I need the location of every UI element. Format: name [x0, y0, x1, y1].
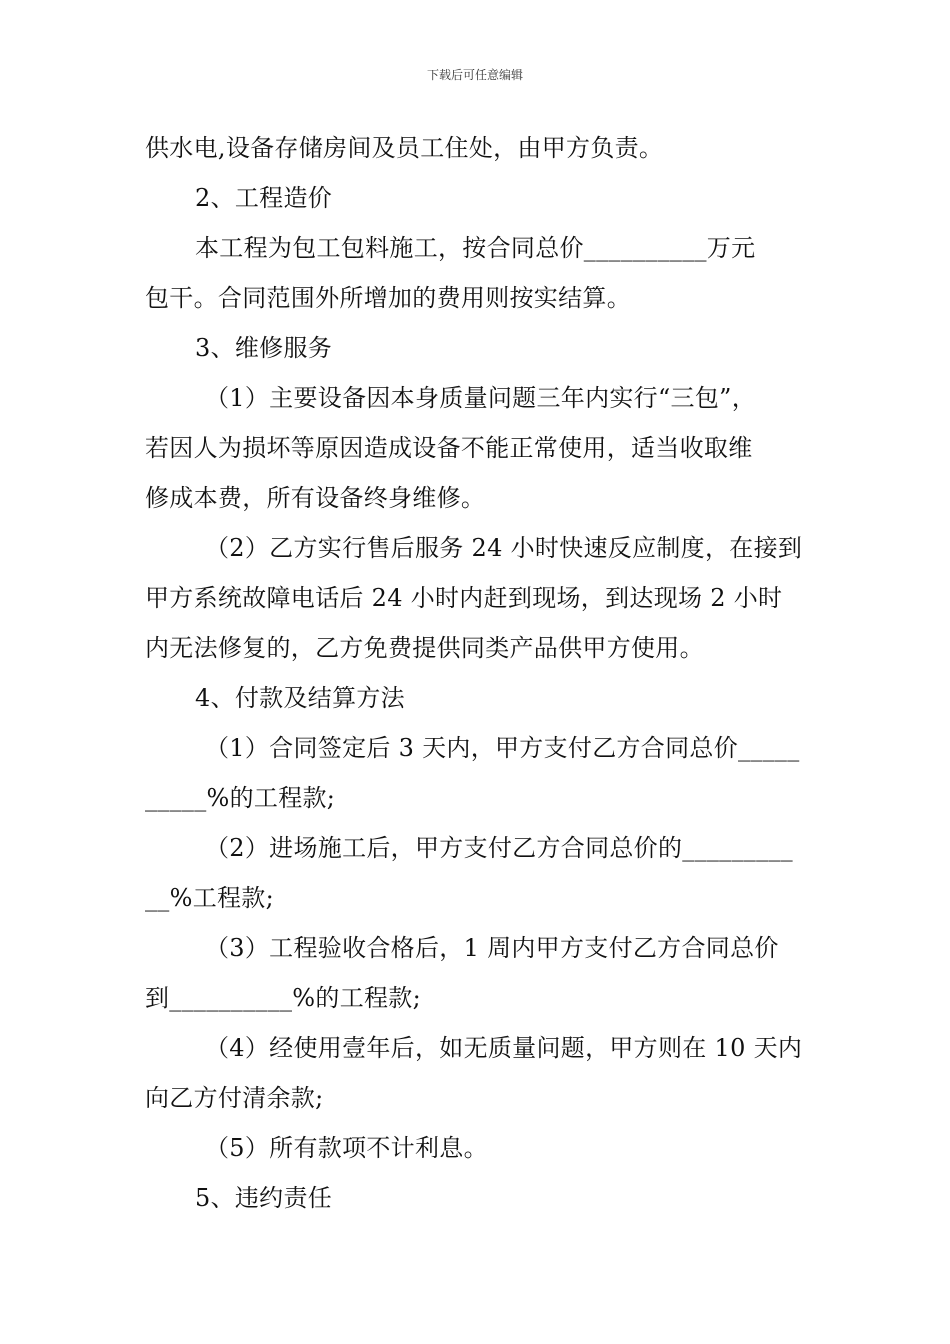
text-line: （2）乙方实行售后服务 24 小时快速反应制度，在接到: [205, 534, 803, 562]
text-line: 若因人为损坏等原因造成设备不能正常使用，适当收取维: [145, 434, 753, 462]
text-line: 本工程为包工包料施工，按合同总价__________万元: [195, 234, 756, 262]
text-line: 甲方系统故障电话后 24 小时内赶到现场，到达现场 2 小时: [145, 584, 783, 612]
text-line: （1）合同签定后 3 天内，甲方支付乙方合同总价_____: [205, 734, 800, 762]
text-line: 内无法修复的，乙方免费提供同类产品供甲方使用。: [145, 634, 704, 662]
text-line: 向乙方付清余款;: [145, 1084, 324, 1112]
text-line: （1）主要设备因本身质量问题三年内实行“三包”，: [205, 384, 757, 412]
section-heading: 5、违约责任: [195, 1184, 333, 1212]
text-line: 到__________%的工程款;: [145, 984, 421, 1012]
text-line: 包干。合同范围外所增加的费用则按实结算。: [145, 284, 631, 312]
watermark-header: 下载后可任意编辑: [426, 68, 523, 82]
text-line: （5）所有款项不计利息。: [205, 1134, 488, 1162]
text-line: 供水电,设备存储房间及员工住处，由甲方负责。: [145, 134, 664, 162]
text-line: （3）工程验收合格后，1 周内甲方支付乙方合同总价: [205, 934, 779, 962]
section-heading: 4、付款及结算方法: [195, 684, 405, 712]
text-line: _____%的工程款;: [145, 784, 336, 812]
section-heading: 2、工程造价: [195, 184, 333, 212]
text-line: 修成本费，所有设备终身维修。: [145, 484, 486, 512]
text-line: （2）进场施工后，甲方支付乙方合同总价的_________: [205, 834, 793, 862]
section-heading: 3、维修服务: [195, 334, 333, 362]
text-line: （4）经使用壹年后，如无质量问题，甲方则在 10 天内: [205, 1034, 803, 1062]
text-line: __%工程款;: [145, 884, 274, 912]
